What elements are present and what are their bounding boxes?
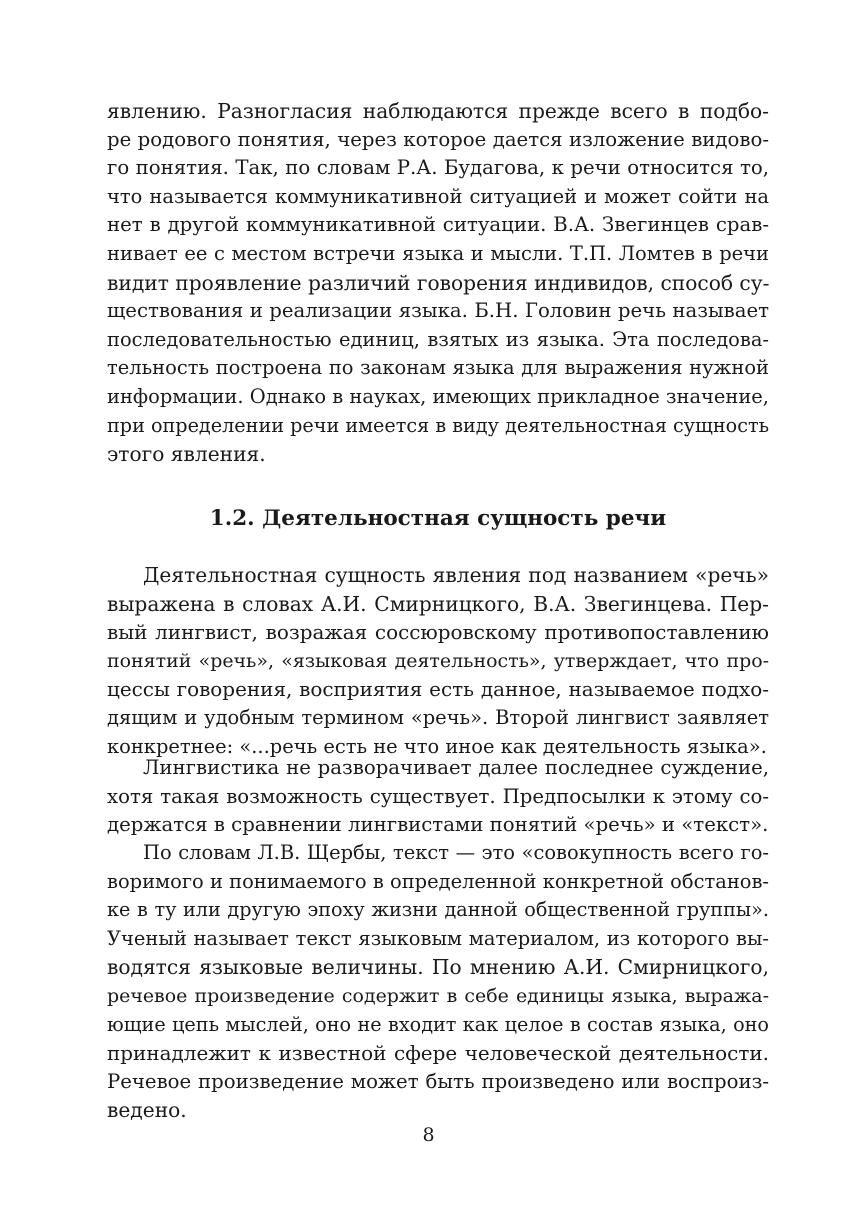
paragraph-line: принадлежит к известной сфере человеческой деятельности. xyxy=(107,1041,769,1066)
paragraph-line: тельность построена по законам языка для выражения нужной xyxy=(107,356,769,380)
paragraph-line: цессы говорения, восприятия есть данное, называемое подхо- xyxy=(107,677,769,702)
paragraph-line: ществования и реализации языка. Б.Н. Головин речь называет xyxy=(107,299,769,323)
paragraph-line: ведено. xyxy=(107,1098,187,1123)
paragraph-line: водятся языковые величины. По мнению А.И. Смирницкого, xyxy=(107,955,769,980)
paragraph-line: видит проявление различий говорения индивидов, способ су- xyxy=(107,270,770,295)
paragraph-line: речевое произведение содержит в себе единицы языка, выража- xyxy=(107,984,769,1007)
paragraph-line: Ученый называет текст языковым материалом, из которого вы- xyxy=(107,926,769,950)
section-heading: 1.2. Деятельностная сущность речи xyxy=(209,506,667,531)
section-paragraph-1 xyxy=(107,561,769,761)
paragraph-line: го понятия. Так, по словам Р.А. Будагова, к речи относится то, xyxy=(107,156,769,180)
paragraph-line: нивает ее с местом встречи языка и мысли. Т.П. Ломтев в речи xyxy=(107,241,769,265)
section-paragraph-2 xyxy=(107,754,769,840)
paragraph-line: конкретнее: «...речь есть не что иное как деятельность языка». xyxy=(107,734,767,758)
paragraph-line: хотя такая возможность существует. Предпосылки к этому со- xyxy=(107,784,769,808)
paragraph-line: дящим и удобным термином «речь». Второй лингвист заявляет xyxy=(107,705,769,729)
paragraph-line: при определении речи имеется в виду деятельностная сущность xyxy=(107,413,770,437)
paragraph-line: явлению. Разногласия наблюдаются прежде всего в подбо- xyxy=(107,99,769,123)
paragraph-line: ре родового понятия, через которое дается изложение видово- xyxy=(107,127,769,151)
paragraph-line: информации. Однако в науках, имеющих прикладное значение, xyxy=(107,384,769,408)
paragraph-line: Речевое произведение может быть произведено или воспроиз- xyxy=(107,1069,769,1093)
paragraph-line: этого явления. xyxy=(107,442,266,467)
page-number: 8 xyxy=(422,1124,435,1146)
paragraph-line: ке в ту или другую эпоху жизни данной общественной группы». xyxy=(107,898,769,922)
paragraph-line: Лингвистика не разворачивает далее последнее суждение, xyxy=(143,756,769,779)
paragraph-line: нет в другой коммуникативной ситуации. В.А. Звегинцев срав- xyxy=(107,213,769,237)
paragraph-line: выражена в словах А.И. Смирницкого, В.А. Звегинцева. Пер- xyxy=(107,591,769,616)
paragraph-line: По словам Л.В. Щербы, текст — это «совокупность всего го- xyxy=(143,841,769,864)
paragraph-line: понятий «речь», «языковая деятельность», утверждает, что про- xyxy=(107,649,769,672)
paragraph-line: Деятельностная сущность явления под названием «речь» xyxy=(143,563,769,587)
paragraph-line: что называется коммуникативной ситуацией и может сойти на xyxy=(107,184,769,208)
paragraph-line: ющие цепь мыслей, оно не входит как целое в состав языка, оно xyxy=(107,1012,769,1036)
paragraph-line: держатся в сравнении лингвистами понятий «речь» и «текст». xyxy=(107,813,769,837)
paragraph-line: последовательностью единиц, взятых из языка. Эта последова- xyxy=(107,327,769,351)
paragraph-line: воримого и понимаемого в определенной конкретной обстанов- xyxy=(107,869,769,893)
intro-paragraph xyxy=(107,97,769,469)
section-paragraph-3 xyxy=(107,839,769,1125)
paragraph-line: вый лингвист, возражая соссюровскому противопоставлению xyxy=(107,620,769,645)
